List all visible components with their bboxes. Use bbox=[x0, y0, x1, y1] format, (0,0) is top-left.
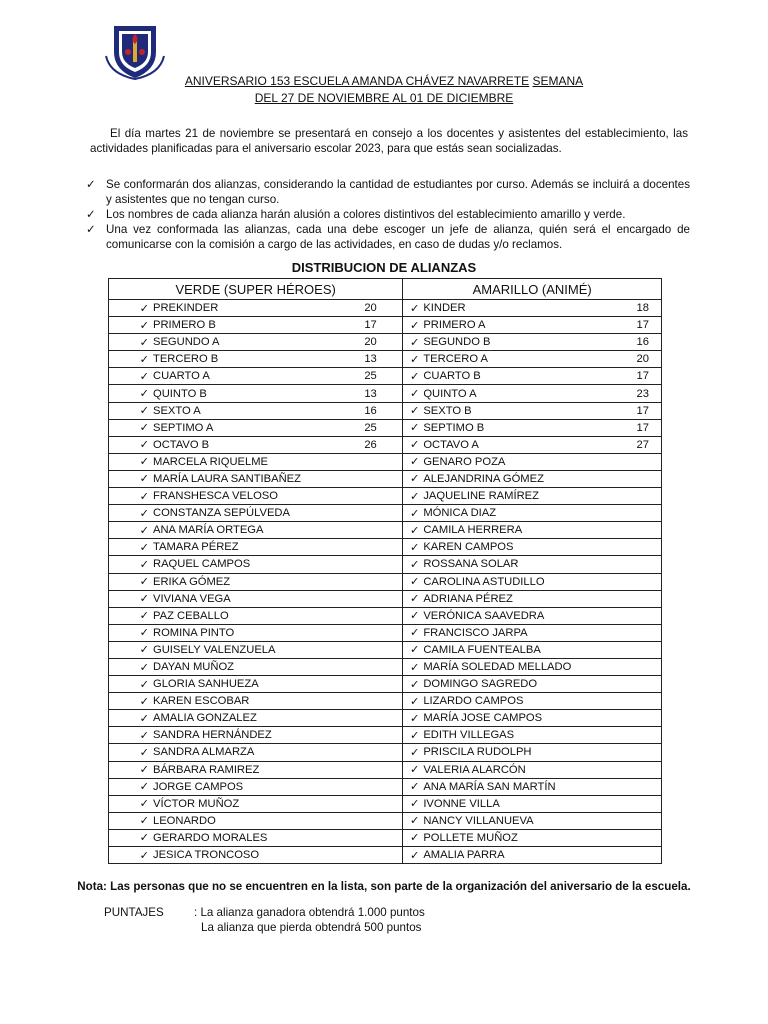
checkmark-icon: ✓ bbox=[409, 473, 420, 486]
verde-cell bbox=[109, 317, 403, 334]
amarillo-cell bbox=[403, 300, 662, 317]
checkmark-icon: ✓ bbox=[139, 302, 149, 315]
title-part2: SEMANA bbox=[532, 74, 584, 88]
member-name: FRANSHESCA VELOSO bbox=[153, 490, 278, 503]
checkmark-icon: ✓ bbox=[409, 746, 420, 759]
member-name: ADRIANA PÉREZ bbox=[423, 592, 513, 605]
checkmark-icon: ✓ bbox=[139, 319, 149, 332]
member-name: QUINTO B bbox=[153, 387, 207, 400]
verde-cell bbox=[109, 641, 403, 658]
verde-cell bbox=[109, 795, 403, 812]
student-count: 17 bbox=[364, 319, 377, 332]
amarillo-cell bbox=[403, 522, 662, 539]
verde-cell bbox=[109, 436, 403, 453]
amarillo-cell bbox=[403, 436, 662, 453]
member-name: PRIMERO B bbox=[153, 319, 216, 332]
student-count: 13 bbox=[364, 353, 377, 366]
checkmark-icon: ✓ bbox=[409, 729, 420, 742]
member-name: TERCERO B bbox=[153, 353, 219, 366]
amarillo-cell bbox=[403, 556, 662, 573]
student-count: 18 bbox=[636, 302, 649, 315]
table-row bbox=[109, 317, 662, 334]
verde-cell bbox=[109, 624, 403, 641]
table-row bbox=[109, 607, 662, 624]
verde-cell bbox=[109, 812, 403, 829]
member-name: SANDRA HERNÁNDEZ bbox=[153, 729, 272, 742]
checkmark-icon: ✓ bbox=[139, 678, 149, 691]
checkmark-icon: ✓ bbox=[409, 507, 420, 520]
table-row bbox=[109, 624, 662, 641]
member-name: LIZARDO CAMPOS bbox=[423, 695, 524, 708]
amarillo-cell bbox=[403, 505, 662, 522]
student-count: 20 bbox=[364, 336, 377, 349]
intro-paragraph: El día martes 21 de noviembre se presentará en consejo a los docentes y asistentes del establecimiento, las actividades planificadas para el aniversario escolar 2023, para que estás sean socializadas. bbox=[90, 127, 688, 155]
table-row bbox=[109, 522, 662, 539]
member-name: PRIMERO A bbox=[423, 319, 486, 332]
verde-cell bbox=[109, 470, 403, 487]
member-name: SEGUNDO A bbox=[153, 336, 220, 349]
verde-cell bbox=[109, 402, 403, 419]
puntajes-line-2: La alianza que pierda obtendrá 500 puntos bbox=[201, 921, 422, 934]
member-name: OCTAVO A bbox=[423, 438, 479, 451]
table-header-row bbox=[109, 279, 662, 300]
verde-cell bbox=[109, 693, 403, 710]
member-name: CAMILA FUENTEALBA bbox=[423, 643, 541, 656]
title-part1: ANIVERSARIO 153 ESCUELA AMANDA CHÁVEZ NAVARRETE bbox=[184, 74, 530, 88]
member-name: CUARTO A bbox=[153, 370, 210, 383]
member-name: GLORIA SANHUEZA bbox=[153, 678, 259, 691]
checkmark-icon: ✓ bbox=[139, 764, 149, 777]
member-name: PREKINDER bbox=[153, 302, 219, 315]
member-name: AMALIA GONZALEZ bbox=[153, 712, 257, 725]
checkmark-icon: ✓ bbox=[409, 439, 420, 452]
checkmark-icon: ✓ bbox=[409, 712, 420, 725]
bullet-text: Se conformarán dos alianzas, considerando la cantidad de estudiantes por curso. Además se incluirá a docentes y asistentes que no tengan curso. bbox=[106, 178, 690, 206]
student-count: 16 bbox=[636, 336, 649, 349]
checkmark-icon: ✓ bbox=[409, 627, 420, 640]
table-row bbox=[109, 812, 662, 829]
checkmark-icon: ✓ bbox=[139, 849, 149, 862]
checkmark-icon: ✓ bbox=[139, 524, 149, 537]
amarillo-cell bbox=[403, 334, 662, 351]
member-name: ROMINA PINTO bbox=[153, 626, 235, 639]
member-name: CONSTANZA SEPÚLVEDA bbox=[153, 507, 290, 520]
verde-cell bbox=[109, 351, 403, 368]
table-row bbox=[109, 419, 662, 436]
checkmark-icon: ✓ bbox=[409, 610, 420, 623]
checkmark-icon: ✓ bbox=[409, 815, 420, 828]
verde-cell bbox=[109, 778, 403, 795]
checkmark-icon: ✓ bbox=[409, 695, 420, 708]
amarillo-cell bbox=[403, 676, 662, 693]
member-name: JORGE CAMPOS bbox=[153, 780, 244, 793]
alliances-table bbox=[108, 278, 662, 864]
amarillo-cell bbox=[403, 778, 662, 795]
table-row bbox=[109, 590, 662, 607]
verde-cell bbox=[109, 761, 403, 778]
member-name: IVONNE VILLA bbox=[423, 797, 500, 810]
member-name: JESICA TRONCOSO bbox=[153, 849, 260, 862]
member-name: DOMINGO SAGREDO bbox=[423, 678, 538, 691]
student-count: 13 bbox=[364, 387, 377, 400]
member-name: FRANCISCO JARPA bbox=[423, 626, 528, 639]
school-crest-logo bbox=[104, 22, 166, 80]
amarillo-cell bbox=[403, 385, 662, 402]
checkmark-icon: ✓ bbox=[409, 849, 420, 862]
table-row bbox=[109, 573, 662, 590]
checkmark-icon: ✓ bbox=[409, 370, 420, 383]
verde-cell bbox=[109, 556, 403, 573]
checkmark-icon: ✓ bbox=[139, 558, 149, 571]
member-name: QUINTO A bbox=[423, 387, 477, 400]
member-name: KINDER bbox=[423, 302, 466, 315]
member-name: PAZ CEBALLO bbox=[153, 609, 229, 622]
amarillo-cell bbox=[403, 641, 662, 658]
checkmark-icon: ✓ bbox=[409, 490, 420, 503]
table-row bbox=[109, 300, 662, 317]
bullet-item bbox=[86, 207, 690, 222]
member-name: ALEJANDRINA GÓMEZ bbox=[423, 472, 544, 485]
verde-cell bbox=[109, 368, 403, 385]
table-row bbox=[109, 334, 662, 351]
amarillo-cell bbox=[403, 573, 662, 590]
verde-cell bbox=[109, 539, 403, 556]
member-name: JAQUELINE RAMÍREZ bbox=[423, 490, 539, 503]
bullet-text: Una vez conformada las alianzas, cada una debe escoger un jefe de alianza, quién será el encargado de comunicarse con la comisión a cargo de las actividades, en caso de dudas y/o reclamos. bbox=[106, 223, 690, 251]
member-name: TAMARA PÉREZ bbox=[153, 541, 239, 554]
checkmark-icon: ✓ bbox=[139, 405, 149, 418]
member-name: SEXTO B bbox=[423, 404, 472, 417]
amarillo-cell bbox=[403, 470, 662, 487]
member-name: CUARTO B bbox=[423, 370, 481, 383]
member-name: CAROLINA ASTUDILLO bbox=[423, 575, 545, 588]
member-name: OCTAVO B bbox=[153, 438, 210, 451]
verde-cell bbox=[109, 453, 403, 470]
amarillo-cell bbox=[403, 453, 662, 470]
bullet-list bbox=[86, 177, 690, 252]
verde-cell bbox=[109, 727, 403, 744]
checkmark-icon: ✓ bbox=[409, 524, 420, 537]
checkmark-icon: ✓ bbox=[139, 507, 149, 520]
puntajes-block bbox=[104, 905, 425, 935]
student-count: 17 bbox=[636, 404, 649, 417]
student-count: 26 bbox=[364, 438, 377, 451]
checkmark-icon: ✓ bbox=[409, 678, 420, 691]
checkmark-icon: ✓ bbox=[139, 370, 149, 383]
checkmark-icon: ✓ bbox=[139, 388, 149, 401]
table-row bbox=[109, 744, 662, 761]
verde-header: VERDE (SUPER HÉROES) bbox=[109, 279, 403, 300]
distribution-title: DISTRIBUCION DE ALIANZAS bbox=[291, 260, 477, 275]
checkmark-icon: ✓ bbox=[409, 661, 420, 674]
checkmark-icon: ✓ bbox=[409, 558, 420, 571]
checkmark-icon: ✓ bbox=[139, 422, 149, 435]
student-count: 17 bbox=[636, 421, 649, 434]
verde-cell bbox=[109, 419, 403, 436]
checkmark-icon: ✓ bbox=[139, 473, 149, 486]
member-name: MARÍA SOLEDAD MELLADO bbox=[423, 661, 572, 674]
member-name: SEXTO A bbox=[153, 404, 201, 417]
table-row bbox=[109, 761, 662, 778]
amarillo-cell bbox=[403, 847, 662, 864]
puntajes-label: PUNTAJES bbox=[104, 906, 164, 919]
verde-cell bbox=[109, 334, 403, 351]
table-row bbox=[109, 795, 662, 812]
checkmark-icon: ✓ bbox=[409, 405, 420, 418]
verde-cell bbox=[109, 590, 403, 607]
checkmark-icon: ✓ bbox=[139, 832, 149, 845]
student-count: 17 bbox=[636, 370, 649, 383]
member-name: GUISELY VALENZUELA bbox=[153, 643, 276, 656]
verde-cell bbox=[109, 847, 403, 864]
member-name: ANA MARÍA ORTEGA bbox=[153, 524, 264, 537]
member-name: MARÍA JOSE CAMPOS bbox=[423, 712, 543, 725]
checkmark-icon: ✓ bbox=[409, 336, 420, 349]
amarillo-cell bbox=[403, 812, 662, 829]
alliances-table-body bbox=[109, 300, 662, 864]
member-name: VÍCTOR MUÑOZ bbox=[153, 797, 240, 810]
verde-cell bbox=[109, 607, 403, 624]
student-count: 20 bbox=[364, 302, 377, 315]
checkmark-icon: ✓ bbox=[409, 388, 420, 401]
verde-cell bbox=[109, 573, 403, 590]
member-name: BÁRBARA RAMIREZ bbox=[153, 763, 260, 776]
bullet-text: Los nombres de cada alianza harán alusión a colores distintivos del establecimiento amarillo y verde. bbox=[106, 208, 626, 221]
title-line-2 bbox=[0, 91, 768, 105]
checkmark-icon: ✓ bbox=[409, 353, 420, 366]
table-row bbox=[109, 488, 662, 505]
amarillo-cell bbox=[403, 761, 662, 778]
member-name: VIVIANA VEGA bbox=[153, 592, 231, 605]
amarillo-cell bbox=[403, 829, 662, 846]
table-row bbox=[109, 847, 662, 864]
amarillo-cell bbox=[403, 368, 662, 385]
verde-cell bbox=[109, 676, 403, 693]
amarillo-cell bbox=[403, 624, 662, 641]
bullet-item bbox=[86, 222, 690, 252]
amarillo-cell bbox=[403, 795, 662, 812]
table-row bbox=[109, 641, 662, 658]
verde-cell bbox=[109, 744, 403, 761]
checkmark-icon: ✓ bbox=[139, 490, 149, 503]
table-row bbox=[109, 385, 662, 402]
student-count: 20 bbox=[636, 353, 649, 366]
member-name: CAMILA HERRERA bbox=[423, 524, 523, 537]
table-row bbox=[109, 505, 662, 522]
checkmark-icon: ✓ bbox=[409, 541, 420, 554]
checkmark-icon: ✓ bbox=[409, 798, 420, 811]
member-name: GERARDO MORALES bbox=[153, 831, 268, 844]
table-row bbox=[109, 539, 662, 556]
member-name: POLLETE MUÑOZ bbox=[423, 831, 518, 844]
table-row bbox=[109, 710, 662, 727]
member-name: ROSSANA SOLAR bbox=[423, 558, 519, 571]
amarillo-cell bbox=[403, 419, 662, 436]
member-name: EDITH VILLEGAS bbox=[423, 729, 515, 742]
checkmark-icon: ✓ bbox=[139, 695, 149, 708]
checkmark-icon: ✓ bbox=[86, 178, 96, 191]
amarillo-cell bbox=[403, 590, 662, 607]
checkmark-icon: ✓ bbox=[139, 746, 149, 759]
checkmark-icon: ✓ bbox=[139, 541, 149, 554]
verde-cell bbox=[109, 829, 403, 846]
table-row bbox=[109, 693, 662, 710]
member-name: DAYAN MUÑOZ bbox=[153, 661, 235, 674]
member-name: SEPTIMO B bbox=[423, 421, 485, 434]
bullet-item bbox=[86, 177, 690, 207]
amarillo-cell bbox=[403, 488, 662, 505]
member-name: PRISCILA RUDOLPH bbox=[423, 746, 532, 759]
amarillo-cell bbox=[403, 351, 662, 368]
table-row bbox=[109, 676, 662, 693]
member-name: SEPTIMO A bbox=[153, 421, 214, 434]
member-name: ERIKA GÓMEZ bbox=[153, 575, 231, 588]
amarillo-cell bbox=[403, 693, 662, 710]
amarillo-cell bbox=[403, 539, 662, 556]
table-row bbox=[109, 727, 662, 744]
member-name: VERÓNICA SAAVEDRA bbox=[423, 609, 545, 622]
verde-cell bbox=[109, 658, 403, 675]
student-count: 25 bbox=[364, 370, 377, 383]
checkmark-icon: ✓ bbox=[139, 336, 149, 349]
table-row bbox=[109, 658, 662, 675]
amarillo-cell bbox=[403, 317, 662, 334]
member-name: KAREN ESCOBAR bbox=[153, 695, 250, 708]
member-name: KAREN CAMPOS bbox=[423, 541, 514, 554]
student-count: 16 bbox=[364, 404, 377, 417]
table-row bbox=[109, 402, 662, 419]
checkmark-icon: ✓ bbox=[139, 456, 149, 469]
member-name: ANA MARÍA SAN MARTÍN bbox=[423, 780, 556, 793]
checkmark-icon: ✓ bbox=[409, 302, 420, 315]
member-name: NANCY VILLANUEVA bbox=[423, 814, 534, 827]
student-count: 23 bbox=[636, 387, 649, 400]
verde-cell bbox=[109, 300, 403, 317]
title-dates: DEL 27 DE NOVIEMBRE AL 01 DE DICIEMBRE bbox=[254, 91, 514, 105]
member-name: GENARO POZA bbox=[423, 455, 506, 468]
member-name: RAQUEL CAMPOS bbox=[153, 558, 251, 571]
checkmark-icon: ✓ bbox=[139, 439, 149, 452]
amarillo-cell bbox=[403, 658, 662, 675]
verde-cell bbox=[109, 522, 403, 539]
checkmark-icon: ✓ bbox=[86, 208, 96, 221]
member-name: LEONARDO bbox=[153, 814, 216, 827]
table-row bbox=[109, 470, 662, 487]
table-row bbox=[109, 778, 662, 795]
checkmark-icon: ✓ bbox=[409, 576, 420, 589]
checkmark-icon: ✓ bbox=[409, 593, 420, 606]
checkmark-icon: ✓ bbox=[409, 456, 420, 469]
checkmark-icon: ✓ bbox=[409, 781, 420, 794]
amarillo-cell bbox=[403, 744, 662, 761]
table-row bbox=[109, 829, 662, 846]
member-name: MÓNICA DIAZ bbox=[423, 507, 497, 520]
checkmark-icon: ✓ bbox=[139, 627, 149, 640]
checkmark-icon: ✓ bbox=[409, 644, 420, 657]
verde-cell bbox=[109, 505, 403, 522]
checkmark-icon: ✓ bbox=[409, 319, 420, 332]
amarillo-header: AMARILLO (ANIMÉ) bbox=[403, 279, 662, 300]
checkmark-icon: ✓ bbox=[139, 729, 149, 742]
checkmark-icon: ✓ bbox=[139, 593, 149, 606]
amarillo-cell bbox=[403, 710, 662, 727]
table-row bbox=[109, 556, 662, 573]
member-name: SEGUNDO B bbox=[423, 336, 491, 349]
checkmark-icon: ✓ bbox=[86, 223, 96, 236]
checkmark-icon: ✓ bbox=[139, 712, 149, 725]
table-row bbox=[109, 368, 662, 385]
member-name: MARÍA LAURA SANTIBAÑEZ bbox=[153, 472, 301, 485]
checkmark-icon: ✓ bbox=[139, 353, 149, 366]
member-name: MARCELA RIQUELME bbox=[153, 455, 269, 468]
member-name: VALERIA ALARCÓN bbox=[423, 763, 526, 776]
checkmark-icon: ✓ bbox=[139, 610, 149, 623]
table-row bbox=[109, 453, 662, 470]
amarillo-cell bbox=[403, 402, 662, 419]
student-count: 27 bbox=[636, 438, 649, 451]
checkmark-icon: ✓ bbox=[139, 798, 149, 811]
table-row bbox=[109, 436, 662, 453]
table-row bbox=[109, 351, 662, 368]
member-name: TERCERO A bbox=[423, 353, 488, 366]
amarillo-cell bbox=[403, 607, 662, 624]
checkmark-icon: ✓ bbox=[139, 644, 149, 657]
title-line-1 bbox=[0, 74, 768, 88]
checkmark-icon: ✓ bbox=[139, 781, 149, 794]
checkmark-icon: ✓ bbox=[409, 422, 420, 435]
checkmark-icon: ✓ bbox=[139, 576, 149, 589]
note-text: Nota: Las personas que no se encuentren en la lista, son parte de la organización del aniversario de la escuela. bbox=[77, 880, 691, 893]
checkmark-icon: ✓ bbox=[139, 661, 149, 674]
verde-cell bbox=[109, 385, 403, 402]
checkmark-icon: ✓ bbox=[409, 832, 420, 845]
verde-cell bbox=[109, 488, 403, 505]
checkmark-icon: ✓ bbox=[139, 815, 149, 828]
student-count: 17 bbox=[636, 319, 649, 332]
member-name: SANDRA ALMARZA bbox=[153, 746, 255, 759]
checkmark-icon: ✓ bbox=[409, 764, 420, 777]
puntajes-line-1: : La alianza ganadora obtendrá 1.000 puntos bbox=[194, 906, 425, 919]
amarillo-cell bbox=[403, 727, 662, 744]
verde-cell bbox=[109, 710, 403, 727]
student-count: 25 bbox=[364, 421, 377, 434]
member-name: AMALIA PARRA bbox=[423, 849, 505, 862]
